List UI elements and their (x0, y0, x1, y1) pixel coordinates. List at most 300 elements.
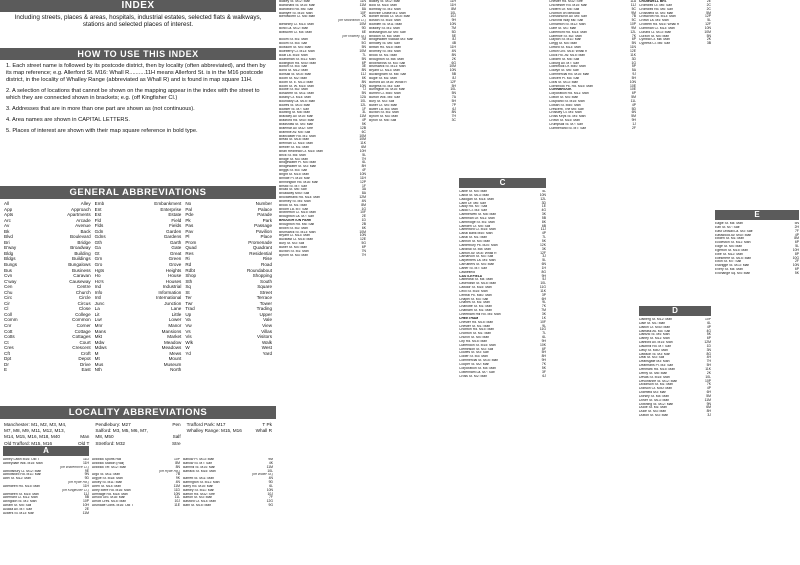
abbr-full: Mansions (161, 328, 182, 334)
entry-grid-ref: 2K (706, 37, 711, 42)
entry-name: Charles St. M1: Man (459, 301, 490, 305)
entry-grid-ref: 7F (269, 495, 273, 500)
entry-grid-ref: 10L (540, 281, 546, 286)
abbr-full: Bungalows (68, 262, 91, 268)
entry-name: Cambridge St. M1: Man (459, 220, 495, 224)
entry-grid-ref: 5E (451, 33, 456, 38)
entry-name: Bolton St. M3: Salf (279, 65, 308, 69)
abbr-short: Bldg (4, 250, 14, 256)
general-abbreviations-table (4, 201, 272, 404)
locality-abbr: Stre (172, 440, 181, 446)
entry-grid-ref: 10M (359, 137, 366, 142)
entry-name: Colebrook Dr. M40: Man (549, 65, 586, 69)
entry-name: Brotherton Cl. M15: Man (279, 211, 316, 215)
index-column (639, 0, 711, 310)
entry-grid-ref: 2H (794, 224, 799, 229)
entry-name: Calico Cl. M3: Salf (459, 209, 487, 213)
entry-grid-ref: 5B (541, 215, 546, 220)
entry-name: (off Wilberforce Cl.) (59, 465, 89, 469)
entry-name: Clayton St. M11: Man (549, 38, 582, 42)
entry-name: Abingdon St. M1: Man (3, 500, 37, 504)
abbr-full: Houses (165, 278, 182, 284)
entry-grid-ref: 10P (629, 22, 636, 27)
entry-name: Abel St. M12: Man (3, 477, 31, 481)
entry-grid-ref: 11L (174, 495, 180, 500)
abbr-full: Manor (168, 323, 182, 329)
entry-name: Damask Av. M3: Salf (639, 329, 671, 333)
entry-name: Bowes St. M14: Man (279, 103, 311, 107)
entry-name: Boardman St. M11: Man (279, 57, 316, 61)
entry-name: Cheetham Hill Rd. M4: Man (459, 313, 501, 316)
abbr-short: Blvd (4, 234, 13, 240)
entry-grid-ref: 10N (449, 22, 456, 27)
entry-name: Blisworth Cl. M4: Man (279, 30, 312, 34)
abbr-full: Arcade (76, 217, 91, 223)
entry-grid-ref: 12L (630, 29, 636, 34)
entry-grid-ref: 5K (794, 270, 799, 275)
entry-grid-ref: 11M (704, 397, 711, 402)
index-column (459, 190, 546, 565)
abbr-short: Trad (185, 306, 195, 312)
abbr-full: Passage (254, 223, 273, 229)
rule-3: 3. Addresses that are in more than one part are shown as (not continuous). (6, 106, 195, 112)
index-intro-text: Including streets, places & areas, hospitals, industrial estates, selected flats & walkways, stations and selected places of interest. (14, 14, 262, 29)
entry-grid-ref: 4N (175, 480, 180, 485)
entry-grid-ref: 1D (361, 218, 366, 223)
entry-grid-ref: 10F (540, 319, 546, 324)
entry-grid-ref: 10M (704, 29, 711, 34)
entry-name: Burford Av. M16: Whall R (369, 80, 407, 84)
entry-grid-ref: 5N (361, 56, 366, 61)
entry-grid-ref: 8N (451, 52, 456, 57)
entry-name: (off Hyde Rd.) (67, 481, 89, 485)
entry-grid-ref: 1G (361, 206, 366, 211)
entry-name: Brinnington Rd. M16: Man (279, 180, 319, 184)
abbr-short: Dr (4, 361, 9, 367)
entry-name: Boston St. M15: Man (369, 19, 401, 23)
entry-grid-ref: 5L (542, 258, 546, 263)
entry-grid-ref: 5G (361, 241, 366, 246)
abbr-full: North (170, 367, 182, 373)
abbr-short: Res (185, 250, 194, 256)
abbr-full: House (168, 273, 182, 279)
abbr-short: Mans (94, 328, 106, 334)
entry-name: Clarendon St. M15: Man (459, 343, 496, 347)
abbr-short: Info (94, 289, 103, 295)
abbr-short: Ent (94, 206, 102, 212)
entry-grid-ref: 10N (359, 233, 366, 238)
entry-grid-ref: 10N (359, 171, 366, 176)
abbr-short: Mnr (94, 323, 103, 329)
entry-grid-ref: 9E (84, 468, 89, 473)
abbr-full: Meadow (163, 339, 182, 345)
entry-name: Argo St. M11: Man (92, 473, 121, 477)
entry-name: Bread St. M18: Man (279, 138, 310, 142)
entry-name: Burnell Cl. M40: Man (369, 92, 401, 96)
entry-name: Cypress Cl. M6: Salf (639, 42, 670, 46)
entry-name: Broad St. M6: Salf (279, 188, 307, 192)
entry-name: Barrack St. M15: Man (183, 469, 216, 473)
abbr-full: Croft (80, 350, 91, 356)
entry-grid-ref: 1F (362, 106, 366, 111)
entry-grid-ref: 6H (541, 296, 546, 301)
abbr-short: C'way (4, 278, 17, 284)
abbr-full: Back (80, 228, 91, 234)
entry-grid-ref: 3E (361, 64, 366, 69)
entry-name: Bollington Rd. M40: Man (279, 61, 317, 65)
abbr-full: Garth (169, 239, 182, 245)
entry-name: Browncross St. M3: Salf (369, 61, 406, 65)
entry-name: Barry Rd. M15: Man (183, 484, 214, 488)
entry-name: Chorlton on Medlock (549, 11, 581, 15)
entry-name: Armitage Rd. M18: Man (92, 492, 128, 496)
locality-abbr: Whall R (255, 428, 272, 434)
abbr-short: Ct (4, 339, 9, 345)
abbr-short: Twr (185, 300, 193, 306)
entry-grid-ref: 11G (539, 327, 546, 332)
entry-name: Cabot St. M13: Man (459, 193, 490, 197)
entry-grid-ref: 11H (450, 2, 456, 7)
entry-grid-ref: 5H (631, 75, 636, 80)
abbr-full: Drive (79, 361, 91, 367)
entry-grid-ref: 5N (631, 41, 636, 46)
entry-name: Devonshire St. M12: Man (639, 379, 678, 383)
entry-grid-ref: 7N (361, 248, 366, 253)
entry-grid-ref: 10N (173, 491, 180, 496)
entry-name: Cambrian Dr. M11: Man (459, 216, 495, 220)
entry-grid-ref: 10M (449, 64, 456, 69)
abbr-full: Green (168, 256, 182, 262)
entry-grid-ref: 4P (706, 386, 711, 391)
entry-grid-ref: 5H (451, 98, 456, 103)
index-letter-heading: E (715, 210, 799, 220)
entry-grid-ref: 9N (84, 472, 89, 477)
entry-name: Eccleston St. M11: Man (715, 241, 751, 245)
abbr-short: Lit (94, 311, 100, 317)
entry-name: Chorlton Rd. M15: Man (459, 328, 495, 332)
abbr-short: Cnr (4, 323, 12, 329)
entry-grid-ref: 11J (83, 491, 89, 496)
abbr-full: Alley (80, 201, 91, 206)
entry-name: Cromwell Rd. M6: Salf (639, 7, 673, 11)
abbr-full: Approach (71, 206, 91, 212)
abbr-full: Crescent (72, 345, 91, 351)
rule-2: 2. A selection of locations that cannot be shown on the mapping appear in the index with the street to which they are connected shown in brackets; e.g. (off Kingfisher Cl.) (6, 88, 260, 101)
entry-name: Bury St. M3: Salf (279, 242, 305, 246)
entry-name: Butler Ct. M4: Man (369, 103, 398, 107)
entry-name: Cunard Cl. M13: Man (639, 30, 672, 34)
entry-name: Bombay St. M1: Man (369, 7, 401, 11)
entry-grid-ref: 4P (706, 324, 711, 329)
entry-grid-ref: 6F (542, 346, 546, 351)
index-entry (92, 504, 180, 508)
entry-name: Broom La. M7: Salf (279, 207, 309, 211)
entry-name: Eastwood Av. M40: Man (715, 233, 752, 237)
entry-name: Brittan Ho. M15: Man (369, 46, 402, 50)
entry-grid-ref: 9J (632, 72, 636, 77)
entry-name: Broadway M50: Salf (279, 192, 310, 196)
locality-abbr: Man (80, 434, 90, 440)
entry-name: Buckingham St. M5: Salf (369, 73, 407, 77)
entry-name: Blueberry Cl. M13: Man (279, 49, 315, 53)
entry-grid-ref: 6N (631, 110, 636, 115)
entry-name: Ebden St. M1: Man (715, 237, 745, 241)
locality-name: Salford: M3, M5, M6, M7, (95, 428, 148, 434)
entry-grid-ref: 7H (706, 359, 711, 364)
entry-grid-ref: 5A (631, 68, 636, 73)
abbr-short: Cvn (4, 273, 13, 279)
entry-name: Concert Pl. M3: Salf (549, 76, 580, 80)
entry-grid-ref: 12L (540, 196, 546, 201)
entry-name: Carlton Av. M16: Whall R (459, 251, 497, 255)
entry-name: Brook St. M1: Man (279, 203, 308, 207)
abbr-full: Rise (262, 256, 273, 262)
entry-grid-ref: 9H (451, 18, 456, 23)
abbr-short: Fld (94, 217, 102, 223)
abbr-short: Bk (4, 228, 10, 234)
entry-grid-ref: 6G (451, 60, 456, 65)
entry-grid-ref: 10L (360, 98, 366, 103)
abbr-short: Rd (185, 262, 192, 268)
entry-grid-ref: 6P (794, 240, 799, 245)
entry-name: Cawdor St. M15: Man (459, 286, 492, 290)
entry-name: Acacia Av. M7: Salf (3, 507, 32, 511)
entry-name: Clare St. M1: Man (549, 26, 577, 30)
entry-name: Blossom St. M4: Man (279, 46, 312, 50)
entry-name: Caldy Rd. M7: Salf (459, 205, 488, 209)
entry-name: Colwyn St. M6: Salf (549, 69, 579, 73)
entry-name: Abbeydale Wlk. M15: Man (3, 461, 43, 465)
abbr-short: Flds (94, 223, 104, 229)
abbr-short: Junc (94, 300, 105, 306)
entry-name: Cross St. M2: Man (459, 374, 488, 378)
entry-name: BROUGHTON PARK (279, 219, 312, 223)
entry-grid-ref: 11J (540, 227, 546, 232)
entry-grid-ref: 8G (706, 351, 711, 356)
entry-name: Blakey St. M12: Man (369, 0, 401, 3)
entry-grid-ref: 2B (361, 221, 366, 226)
entry-grid-ref: 6L (362, 160, 366, 165)
entry-grid-ref: 5K (541, 238, 546, 243)
abbr-full: Circle (78, 295, 91, 301)
entry-grid-ref: 11M (359, 114, 366, 119)
entry-grid-ref: 9H (541, 358, 546, 363)
entry-grid-ref: 11M (359, 2, 366, 7)
locality-abbr: Old T (77, 440, 90, 446)
rule-5: 5. Places of interest are shown with their map square reference in bold type. (6, 128, 198, 134)
abbr-full: Enterprise (160, 206, 182, 212)
entry-grid-ref: 7H (361, 252, 366, 257)
entry-name: Byrom St. M3: Man (369, 115, 399, 119)
abbr-full: Quadrant (252, 245, 273, 251)
entry-name: City Rd. M15: Man (459, 339, 488, 343)
entry-grid-ref: 12G (266, 499, 273, 504)
entry-grid-ref: 12F (540, 250, 546, 255)
entry-name: Ackers St. M13: Man (3, 511, 35, 515)
entry-name: Elton St. M7: Salf (715, 260, 742, 264)
entry-name: (off Hyde Rd.) (158, 469, 180, 473)
entry-name: Chorlton St. M1: Man (459, 332, 492, 336)
abbr-full: Shopping (252, 273, 273, 279)
entry-grid-ref: 9M (631, 25, 636, 30)
entry-grid-ref: 10E (629, 83, 636, 88)
entry-name: Clock Ho. Av. M15: Man (549, 53, 586, 57)
entry-name: Brook St. M1: Man (369, 53, 398, 57)
entry-name: Crown La. M4: Man (639, 19, 669, 23)
entry-name: Denmark Rd. M15: Man (639, 367, 675, 371)
entry-grid-ref: 6P (631, 91, 636, 96)
entry-grid-ref: 12P (704, 14, 711, 19)
entry-name: Arley Mere Rd. M16: Man (92, 488, 131, 492)
entry-grid-ref: 12A (359, 95, 366, 100)
entry-name: Charlotte St. M1: Man (459, 305, 492, 309)
index-column (715, 222, 799, 565)
entry-grid-ref: 6P (361, 60, 366, 65)
abbr-short: Ri (185, 256, 190, 262)
entry-grid-ref: 8H (541, 354, 546, 359)
entry-name: Crescent, The M5: Salf (549, 107, 584, 111)
entry-name: Chester Rd. M32: Stre (549, 0, 583, 3)
entry-grid-ref: 12F (450, 79, 456, 84)
entry-grid-ref: 5G (361, 41, 366, 46)
entry-grid-ref: 2K (451, 56, 456, 61)
entry-name: Clifford St. M13: Man (549, 46, 581, 50)
locality-abbreviations-title: LOCALITY ABBREVIATIONS (0, 406, 276, 419)
entry-grid-ref: 10N (704, 25, 711, 30)
locality-name: Whalley Range: M15, M16 (186, 428, 242, 434)
entry-name: Cumberland St. M7: Salf (549, 126, 586, 130)
entry-name: Buxton St. M1: Man (279, 249, 309, 253)
entry-name: Deansgate M3: Man (639, 360, 670, 364)
abbr-column (4, 201, 91, 404)
entry-grid-ref: 9D (268, 480, 273, 485)
entry-name: Castlefield (459, 270, 475, 274)
entry-grid-ref: 4N (268, 476, 273, 481)
entry-name: Coral St. M13: Man (549, 80, 579, 84)
abbr-short: Ind (94, 284, 102, 290)
entry-grid-ref: 6K (361, 75, 366, 80)
entry-grid-ref: 9D (361, 25, 366, 30)
abbr-full: Lower (168, 317, 182, 323)
entry-grid-ref: 10M (359, 229, 366, 234)
entry-name: Cinnamon St. M12: Man (549, 23, 586, 27)
entry-grid-ref: 11H (83, 483, 89, 488)
entry-grid-ref: 1F (362, 183, 366, 188)
entry-name: Cardinal St. M8: Man (459, 247, 491, 251)
abbr-full: Great (169, 250, 182, 256)
entry-grid-ref: 5J (542, 277, 546, 282)
abbr-full: International (156, 295, 182, 301)
entry-name: Clifton Gro. M16: Whall R (549, 49, 588, 53)
locality-row (187, 428, 272, 434)
entry-name: Christchurch Av. M5: Salf (549, 15, 587, 19)
entry-name: Churchill Way M6: Salf (549, 19, 584, 23)
entry-grid-ref: 4P (361, 118, 366, 123)
abbr-short: Bldgs (4, 256, 16, 262)
entry-name: Arlen St. M14: Man (92, 484, 122, 488)
entry-grid-ref: 9G (268, 503, 273, 508)
entry-name: Earl St. M7: Salf (715, 225, 740, 229)
entry-name: Bowden St. M11: Man (369, 23, 403, 27)
entry-name: Collier St. M3: Man (459, 355, 488, 359)
entry-name: Darley St. M11: Man (639, 337, 670, 341)
entry-name: Downing St. M12: Man (639, 402, 674, 406)
abbr-short: Grn (94, 256, 103, 262)
entry-grid-ref: 8H (706, 409, 711, 414)
abbr-full: Number (255, 201, 273, 206)
entry-grid-ref: 4P (541, 231, 546, 236)
entry-name: CHEETHAM (459, 316, 479, 320)
entry-grid-ref: 4N (361, 198, 366, 203)
entry-grid-ref: 3D (631, 56, 636, 61)
locality-column (4, 422, 89, 447)
entry-name: Broughton St. M8: Man (369, 57, 404, 61)
entry-grid-ref: 10H (792, 247, 799, 252)
entry-name: Bramble Av. M5: Salf (279, 130, 311, 134)
entry-name: Bryant Cl. M13: Man (369, 69, 400, 73)
entry-name: Deal St. M3: Salf (639, 356, 665, 360)
entry-name: Bradshaw St. M4: Man (279, 123, 314, 126)
entry-name: Abernant Cl. M11: Man (3, 496, 38, 500)
entry-grid-ref: 6L (707, 320, 711, 325)
entry-name: Eskrigge St. M13: Man (715, 264, 750, 268)
entry-name: Daubhill Rd. M7: Salf (639, 344, 671, 348)
entry-name: Camberwell St. M8: Man (459, 213, 497, 217)
entry-grid-ref: 8J (452, 37, 456, 42)
locality-name: M7, M8, M9, M11, M12, M13, (4, 428, 65, 434)
index-entry (369, 119, 456, 123)
entry-name: Cottenham La. M7: Salf (459, 370, 495, 374)
abbr-full: Fields (169, 223, 182, 229)
entry-grid-ref: 6J (452, 106, 456, 111)
entry-name: Arundale Gdns. M16: Old T (92, 504, 134, 508)
entry-grid-ref: 5C (631, 6, 636, 11)
entry-name: Devas St. M15: Man (639, 375, 670, 379)
entry-name: Booth St. W. M15: Man (279, 84, 314, 88)
abbr-full: Upper (259, 311, 273, 317)
entry-name: Barlow Pl. M13: Man (183, 458, 215, 461)
locality-column (187, 422, 272, 447)
index-column (279, 0, 366, 565)
abbr-short: Hgts (94, 267, 105, 273)
entry-name: Exchange Sq. M4: Man (715, 271, 751, 275)
abbr-full: Estate (168, 212, 182, 218)
entry-grid-ref: 2E (361, 214, 366, 219)
entry-name: Byrom St. M3: Man (279, 253, 309, 257)
abbr-short: Gt (94, 250, 100, 256)
abbr-full: Bridge (77, 239, 91, 245)
entry-grid-ref: 12E (359, 237, 366, 242)
entry-name: Brindle Pl. M15: Man (279, 176, 311, 180)
entry-grid-ref: 7B (631, 14, 636, 19)
abbr-short: Vw (185, 323, 192, 329)
entry-name: Burton Wlk. M5: Salf (369, 96, 400, 100)
entry-name: Ducie St. M1: Man (639, 406, 667, 410)
entry-name: Bradley St. M1: Man (369, 26, 400, 30)
entry-name: Border Brook Ct. M15: Man (369, 15, 411, 19)
entry-grid-ref: 6M (361, 145, 366, 150)
entry-name: Bonville Chase M1: Man (369, 11, 406, 15)
entry-name: Bright St. M15: Man (279, 172, 309, 176)
entry-name: Bristol St. M7: Salf (279, 184, 307, 188)
entry-grid-ref: 10M (359, 22, 366, 27)
entry-grid-ref: 7H (451, 114, 456, 119)
entry-name: Burlington St. M15: Man (369, 88, 406, 92)
entry-name: Brackley Av. M15: Man (279, 115, 314, 119)
entry-name: Bowling St. M8: Man (279, 111, 311, 115)
entry-grid-ref: 2E (706, 0, 711, 3)
abbr-short: Pal (185, 206, 192, 212)
